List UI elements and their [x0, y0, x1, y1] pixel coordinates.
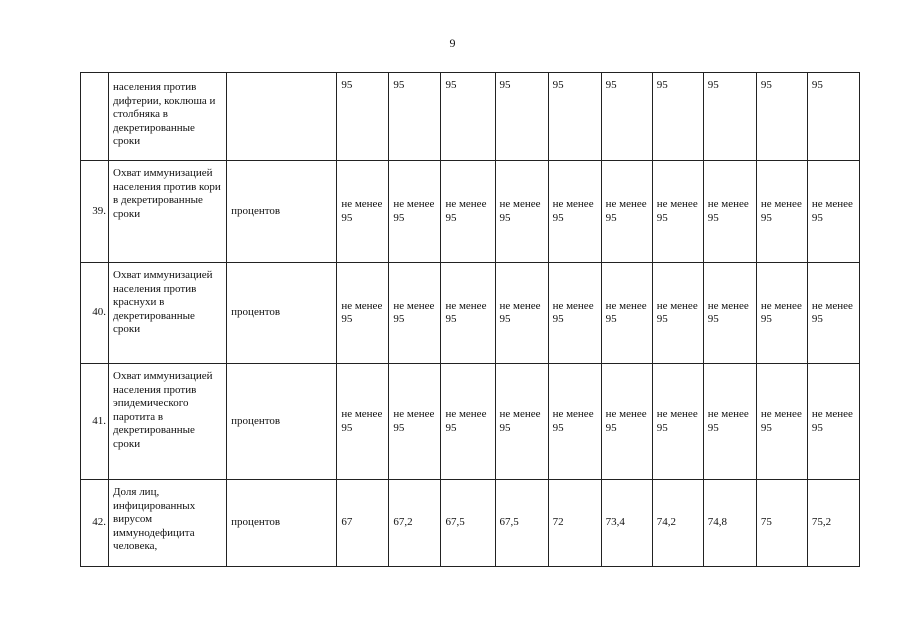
value-cell: не менее 95	[601, 364, 652, 480]
value-cell: не менее 95	[652, 161, 703, 263]
value-cell: не менее 95	[337, 364, 389, 480]
value-cell: не менее 95	[441, 263, 495, 364]
value-cell: не менее 95	[548, 364, 601, 480]
row-number: 40.	[81, 263, 109, 364]
value-cell: 74,2	[652, 480, 703, 567]
value-cell: не менее 95	[337, 263, 389, 364]
indicators-table	[80, 72, 860, 567]
value-cell: 67,5	[495, 480, 548, 567]
unit-cell: процентов	[227, 263, 337, 364]
table-row	[81, 263, 860, 364]
value-cell: не менее 95	[601, 263, 652, 364]
indicator-name: населения против дифтерии, коклюша и столбняка в декретированные сроки	[109, 73, 227, 161]
value-cell: не менее 95	[441, 364, 495, 480]
value-cell: не менее 95	[807, 364, 859, 480]
indicator-name: Охват иммунизацией населения против краснухи в декретированные сроки	[109, 263, 227, 364]
row-number: 41.	[81, 364, 109, 480]
value-cell: 67,2	[389, 480, 441, 567]
value-cell: не менее 95	[807, 263, 859, 364]
value-cell: не менее 95	[337, 161, 389, 263]
value-cell: не менее 95	[652, 263, 703, 364]
value-cell: не менее 95	[703, 263, 756, 364]
value-cell: 95	[337, 73, 389, 161]
value-cell: 67,5	[441, 480, 495, 567]
table-row	[81, 364, 860, 480]
value-cell: 95	[441, 73, 495, 161]
value-cell: 95	[807, 73, 859, 161]
value-cell: 95	[389, 73, 441, 161]
unit-cell: процентов	[227, 364, 337, 480]
value-cell: не менее 95	[495, 263, 548, 364]
row-number	[81, 73, 109, 161]
value-cell: 73,4	[601, 480, 652, 567]
value-cell: не менее 95	[495, 161, 548, 263]
value-cell: не менее 95	[756, 161, 807, 263]
value-cell: не менее 95	[756, 364, 807, 480]
value-cell: не менее 95	[548, 161, 601, 263]
value-cell: 95	[703, 73, 756, 161]
value-cell: 95	[756, 73, 807, 161]
value-cell: не менее 95	[495, 364, 548, 480]
value-cell: не менее 95	[548, 263, 601, 364]
value-cell: не менее 95	[389, 161, 441, 263]
value-cell: 95	[548, 73, 601, 161]
row-number: 39.	[81, 161, 109, 263]
value-cell: 72	[548, 480, 601, 567]
value-cell: 67	[337, 480, 389, 567]
table-row	[81, 73, 860, 161]
value-cell: 95	[495, 73, 548, 161]
table-row	[81, 161, 860, 263]
value-cell: 75	[756, 480, 807, 567]
value-cell: 95	[652, 73, 703, 161]
unit-cell: процентов	[227, 161, 337, 263]
page-number: 9	[449, 36, 456, 50]
value-cell: не менее 95	[601, 161, 652, 263]
value-cell: не менее 95	[389, 364, 441, 480]
value-cell: 74,8	[703, 480, 756, 567]
unit-cell: процентов	[227, 480, 337, 567]
table-row	[81, 480, 860, 567]
value-cell: не менее 95	[652, 364, 703, 480]
value-cell: не менее 95	[389, 263, 441, 364]
row-number: 42.	[81, 480, 109, 567]
value-cell: не менее 95	[703, 364, 756, 480]
value-cell: не менее 95	[441, 161, 495, 263]
value-cell: не менее 95	[703, 161, 756, 263]
indicator-name: Доля лиц, инфицированных вирусом иммунодефицита человека,	[109, 480, 227, 567]
value-cell: 75,2	[807, 480, 859, 567]
value-cell: 95	[601, 73, 652, 161]
unit-cell	[227, 73, 337, 161]
indicator-name: Охват иммунизацией населения против эпидемического паротита в декретированные сроки	[109, 364, 227, 480]
indicator-name: Охват иммунизацией населения против кори в декретированные сроки	[109, 161, 227, 263]
value-cell: не менее 95	[807, 161, 859, 263]
value-cell: не менее 95	[756, 263, 807, 364]
